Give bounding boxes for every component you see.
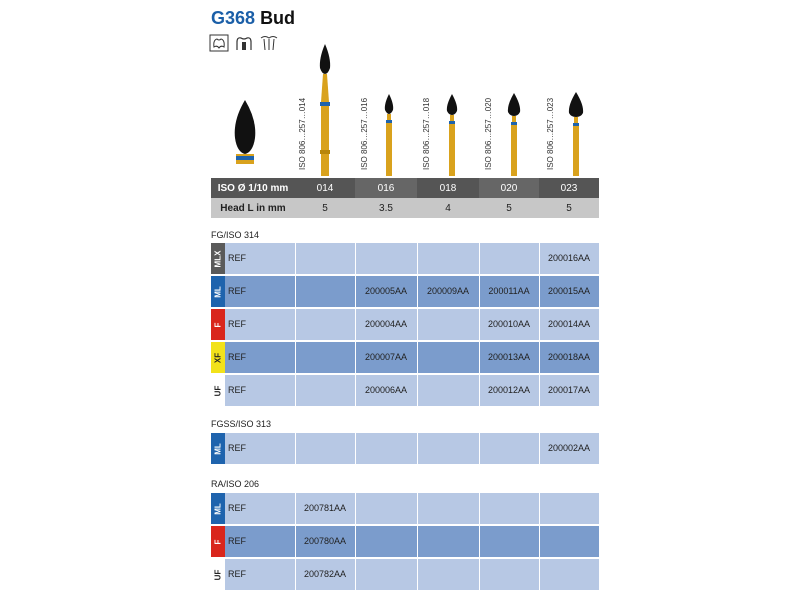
ref-label: REF <box>228 503 246 513</box>
bur-014 <box>320 44 330 176</box>
ref-number <box>417 526 479 557</box>
ref-number: 200780AA <box>303 536 347 546</box>
bur-020 <box>508 93 520 176</box>
iso-label-016: ISO 806…257…016 <box>360 97 369 170</box>
size-016: 016 <box>355 178 417 198</box>
ref-number <box>417 309 479 340</box>
grit-strip-uf <box>211 375 225 406</box>
bur-016 <box>385 94 393 176</box>
table-row <box>211 309 599 340</box>
ref-label: REF <box>228 536 246 546</box>
ref-number <box>355 493 417 524</box>
grit-strip-ml <box>211 276 225 307</box>
ref-label: REF <box>228 352 246 362</box>
ref-label: REF <box>228 569 246 579</box>
ref-number: 200011AA <box>488 286 530 296</box>
table-row <box>211 493 599 524</box>
iso-label-018: ISO 806…257…018 <box>422 97 431 170</box>
ref-number: 200781AA <box>303 503 347 513</box>
iso-label-014: ISO 806…257…014 <box>298 97 307 170</box>
grit-label: MLX <box>213 250 223 267</box>
ref-number <box>295 433 355 464</box>
ref-number: 200002AA <box>547 443 591 453</box>
ref-number <box>355 243 417 274</box>
ref-number <box>417 342 479 373</box>
ref-label: REF <box>228 443 246 453</box>
length-018: 4 <box>445 202 451 214</box>
product-code: G368 <box>211 8 256 28</box>
ref-number <box>295 342 355 373</box>
ref-number: 200007AA <box>364 352 408 362</box>
ref-number <box>355 526 417 557</box>
iso-diameter-label: ISO Ø 1/10 mm <box>217 182 289 194</box>
ref-number: 200004AA <box>364 319 408 329</box>
grit-strip-ml <box>211 433 225 464</box>
ref-number: 200013AA <box>487 352 531 362</box>
ref-label: REF <box>228 385 246 395</box>
grit-label: F <box>213 539 223 544</box>
ref-number: 200005AA <box>364 286 408 296</box>
table-row <box>211 526 599 557</box>
ref-number <box>479 559 539 590</box>
table-row <box>211 342 599 373</box>
enlarged-bur-head <box>235 100 256 164</box>
ref-number: 200009AA <box>426 286 470 296</box>
grit-label: ML <box>213 285 223 298</box>
ref-number <box>417 433 479 464</box>
ref-number <box>417 493 479 524</box>
ref-number <box>539 493 599 524</box>
size-014: 014 <box>316 182 334 194</box>
ref-number <box>539 526 599 557</box>
table-row <box>211 375 599 406</box>
ref-number: 200782AA <box>303 569 347 579</box>
ref-number <box>479 243 539 274</box>
section-label-ra: RA/ISO 206 <box>211 479 260 489</box>
iso-diameter-row <box>211 178 599 198</box>
ref-number: 200017AA <box>547 385 591 395</box>
ref-number: 200014AA <box>547 319 591 329</box>
ref-label: REF <box>228 253 246 263</box>
table-row <box>211 433 599 464</box>
ref-number <box>479 433 539 464</box>
grit-strip-uf <box>211 559 225 590</box>
size-020: 020 <box>479 178 539 198</box>
ref-number: 200016AA <box>547 253 591 263</box>
ref-number <box>295 276 355 307</box>
ref-number <box>417 243 479 274</box>
ref-number <box>355 559 417 590</box>
size-018: 018 <box>439 182 457 194</box>
grit-strip-ml <box>211 493 225 524</box>
grit-label: XF <box>213 352 223 363</box>
length-020: 5 <box>506 202 512 214</box>
ref-number <box>539 559 599 590</box>
bur-023 <box>569 92 583 176</box>
bur-018 <box>447 94 457 176</box>
page-title <box>211 8 295 29</box>
grit-label: UF <box>213 385 223 396</box>
length-014: 5 <box>322 202 328 214</box>
grit-strip-xf <box>211 342 225 373</box>
ref-number <box>417 559 479 590</box>
ref-number <box>295 243 355 274</box>
ref-number: 200006AA <box>364 385 408 395</box>
ref-label: REF <box>228 286 246 296</box>
ref-number: 200015AA <box>547 286 591 296</box>
section-label-fgss: FGSS/ISO 313 <box>211 419 272 429</box>
product-name: Bud <box>260 8 296 28</box>
grit-label: UF <box>213 569 223 580</box>
grit-label: ML <box>213 442 223 455</box>
ref-number <box>355 433 417 464</box>
ref-number: 200012AA <box>487 385 531 395</box>
grit-label: ML <box>213 502 223 515</box>
ref-label: REF <box>228 319 246 329</box>
ref-number <box>295 375 355 406</box>
length-016: 3.5 <box>379 202 393 214</box>
grit-label: F <box>213 322 223 327</box>
ref-number <box>295 309 355 340</box>
section-label-fg: FG/ISO 314 <box>211 230 260 240</box>
head-length-label: Head L in mm <box>220 202 286 214</box>
size-023: 023 <box>560 182 578 194</box>
ref-number <box>479 526 539 557</box>
head-length-row <box>211 198 599 218</box>
table-row <box>211 276 599 307</box>
grit-strip-f <box>211 526 225 557</box>
iso-label-020: ISO 806…257…020 <box>484 97 493 170</box>
ref-number: 200018AA <box>547 352 591 362</box>
table-row <box>211 559 599 590</box>
ref-number: 200010AA <box>487 319 531 329</box>
grit-strip-mlx <box>211 243 225 274</box>
ref-number <box>417 375 479 406</box>
grit-strip-f <box>211 309 225 340</box>
length-023: 5 <box>566 202 572 214</box>
iso-label-023: ISO 806…257…023 <box>546 97 555 170</box>
table-row <box>211 243 599 274</box>
ref-number <box>479 493 539 524</box>
